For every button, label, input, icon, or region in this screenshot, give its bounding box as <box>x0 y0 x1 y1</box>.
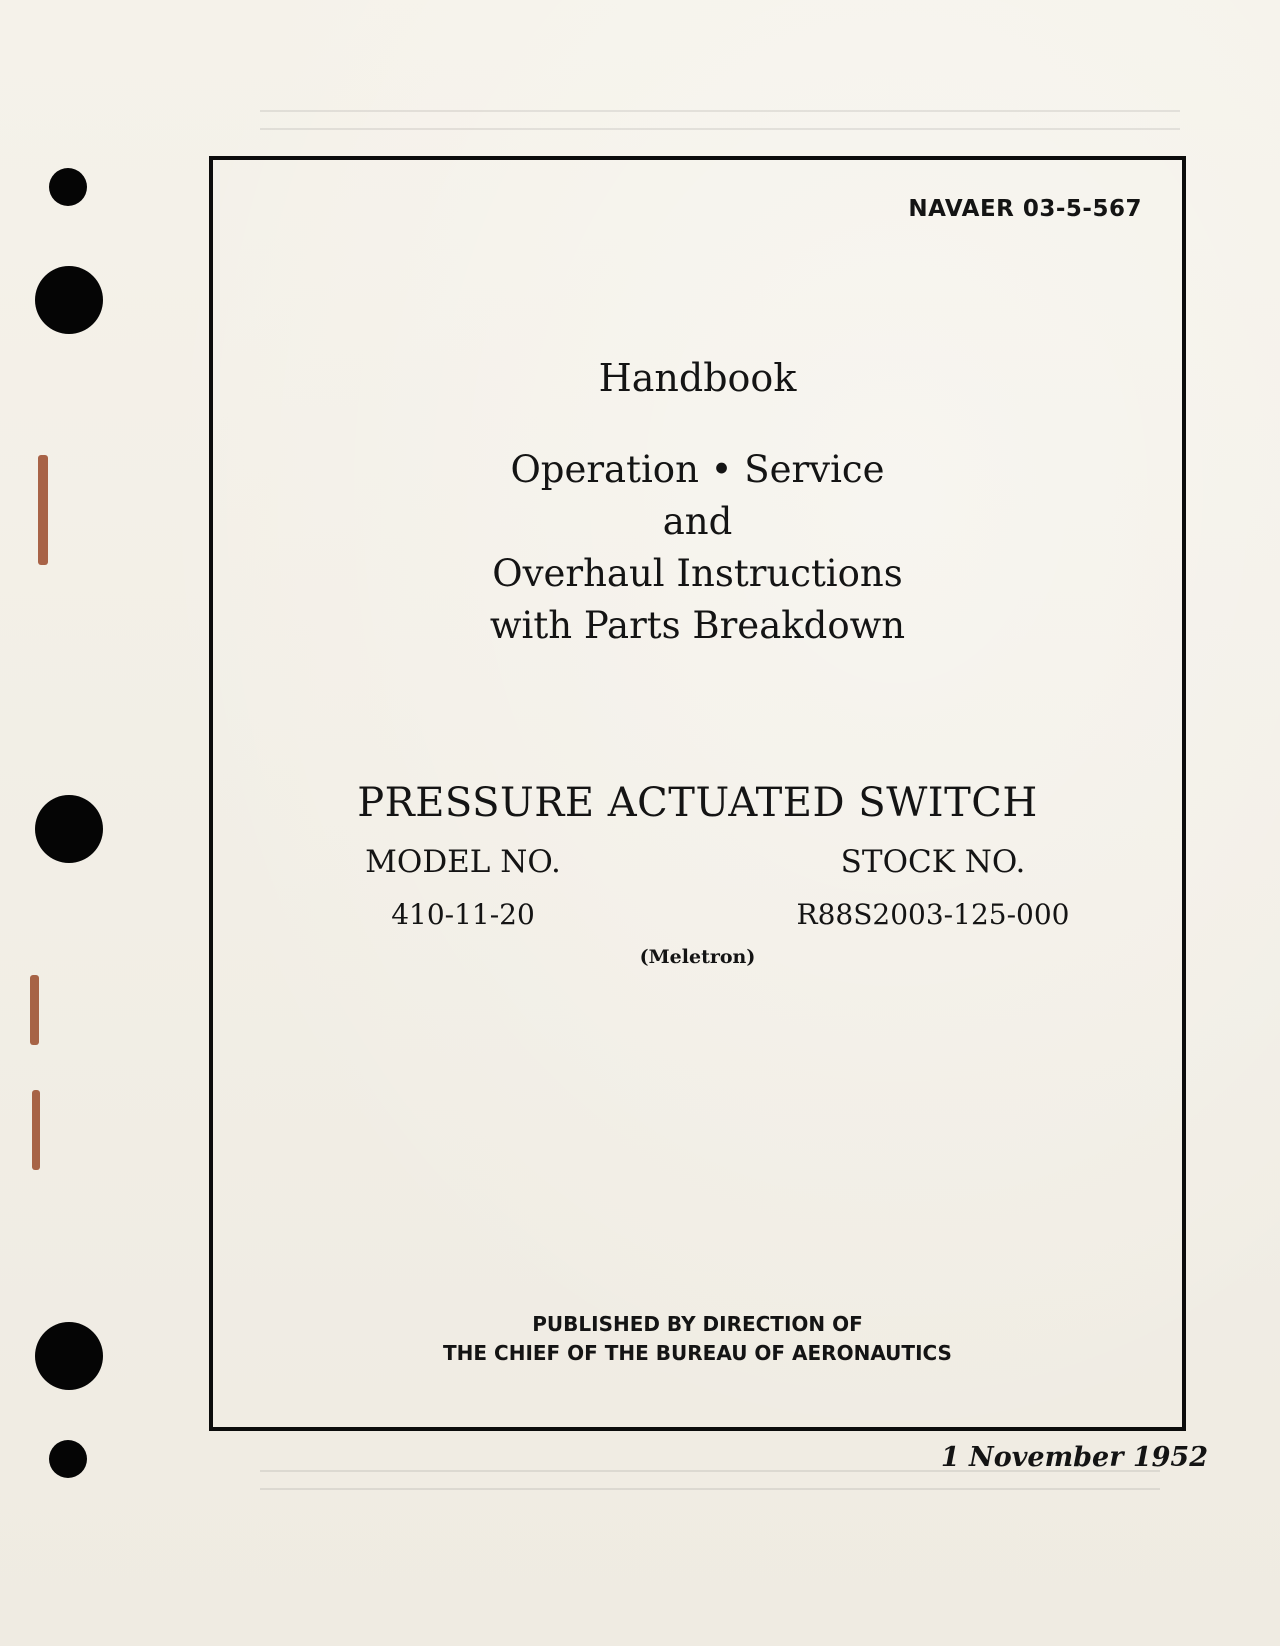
publisher-line-2: THE CHIEF OF THE BUREAU OF AERONAUTICS <box>443 1341 952 1365</box>
manufacturer-name: (Meletron) <box>639 946 756 968</box>
title-line-3: Overhaul Instructions <box>492 552 903 595</box>
rust-stain-2 <box>30 975 39 1045</box>
show-through-line <box>260 1488 1160 1490</box>
publisher-statement <box>213 1310 1182 1368</box>
cover-frame <box>209 156 1186 1431</box>
document-number: NAVAER 03-5-567 <box>908 196 1142 222</box>
binder-hole-5 <box>49 1440 87 1478</box>
title-line-1: Operation • Service <box>510 448 885 491</box>
handbook-heading: Handbook <box>598 356 797 400</box>
title-line-2: and <box>662 500 733 543</box>
model-label: MODEL NO. <box>365 844 561 880</box>
stock-label: STOCK NO. <box>840 844 1026 880</box>
binder-hole-1 <box>49 168 87 206</box>
product-name: PRESSURE ACTUATED SWITCH <box>357 780 1038 826</box>
show-through-line <box>260 128 1180 130</box>
stock-value: R88S2003-125-000 <box>796 898 1070 931</box>
rust-stain-3 <box>32 1090 40 1170</box>
title-line-4: with Parts Breakdown <box>489 604 906 647</box>
binder-hole-2 <box>35 266 103 334</box>
publisher-line-1: PUBLISHED BY DIRECTION OF <box>532 1312 863 1336</box>
model-value: 410-11-20 <box>391 898 535 931</box>
rust-stain-1 <box>38 455 48 565</box>
publication-date: 1 November 1952 <box>940 1442 1208 1473</box>
document-title <box>213 444 1182 652</box>
show-through-line <box>260 110 1180 112</box>
model-number-block <box>303 844 623 931</box>
stock-number-block <box>753 844 1113 931</box>
binder-hole-4 <box>35 1322 103 1390</box>
binder-hole-3 <box>35 795 103 863</box>
